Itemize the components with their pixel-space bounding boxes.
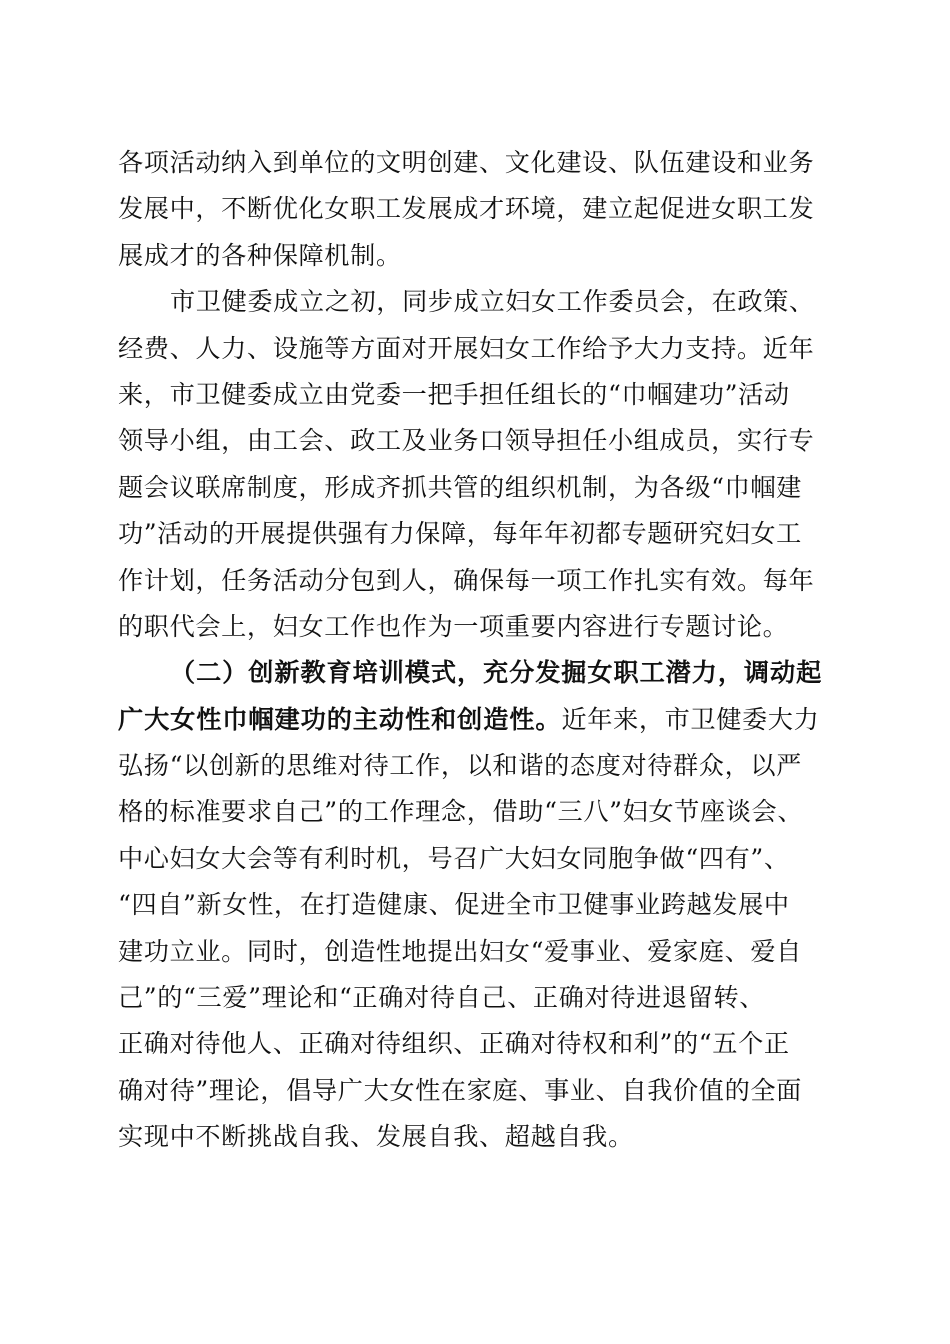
paragraph-3-line-8: 己”的“三爱”理论和“正确对待自己、正确对待进退留转、 — [118, 983, 766, 1013]
document-body — [118, 140, 834, 1161]
section-heading-line-1: （二）创新教育培训模式，充分发掘女职工潜力，调动起 — [170, 658, 823, 688]
paragraph-1-line-1: 各项活动纳入到单位的文明创建、文化建设、队伍建设和业务 — [118, 148, 815, 177]
paragraph-1-line-2: 发展中，不断优化女职工发展成才环境，建立起促进女职工发 — [118, 194, 815, 224]
paragraph-3-line-7: 建功立业。同时，创造性地提出妇女“爱事业、爱家庭、爱自 — [118, 936, 802, 966]
paragraph-3-line-6: “四自”新女性，在打造健康、促进全市卫健事业跨越发展中 — [118, 890, 790, 920]
paragraph-2-line-5: 题会议联席制度，形成齐抓共管的组织机制，为各级“巾帼建 — [118, 472, 802, 502]
paragraph-2-line-1: 市卫健委成立之初，同步成立妇女工作委员会，在政策、 — [170, 287, 815, 317]
paragraph-2-line-8: 的职代会上，妇女工作也作为一项重要内容进行专题讨论。 — [118, 611, 789, 641]
paragraph-2-line-6: 功”活动的开展提供强有力保障，每年年初都专题研究妇女工 — [118, 519, 802, 549]
paragraph-3-line-9: 正确对待他人、正确对待组织、正确对待权和利”的“五个正 — [118, 1029, 790, 1059]
paragraph-3-line-4: 格的标准要求自己”的工作理念，借助“三八”妇女节座谈会、 — [118, 797, 804, 827]
paragraph-3-line-2 — [118, 697, 834, 743]
paragraph-3-line-2-rest: 近年来，市卫健委大力 — [561, 704, 820, 734]
section-heading-line-2: 广大女性巾帼建功的主动性和创造性。 — [118, 704, 562, 734]
paragraph-3-line-11: 实现中不断挑战自我、发展自我、超越自我。 — [118, 1122, 634, 1152]
paragraph-2-line-3: 来，市卫健委成立由党委一把手担任组长的“巾帼建功”活动 — [118, 379, 790, 409]
paragraph-3-line-10: 确对待”理论，倡导广大女性在家庭、事业、自我价值的全面 — [118, 1075, 802, 1105]
paragraph-3-line-3: 弘扬“以创新的思维对待工作，以和谐的态度对待群众，以严 — [118, 751, 802, 781]
paragraph-2-line-4: 领导小组，由工会、政工及业务口领导担任小组成员，实行专 — [118, 426, 815, 456]
paragraph-1-line-3: 展成才的各种保障机制。 — [118, 240, 402, 270]
paragraph-3-line-5: 中心妇女大会等有利时机，号召广大妇女同胞争做“四有”、 — [118, 843, 790, 873]
paragraph-2-line-7: 作计划，任务活动分包到人，确保每一项工作扎实有效。每年 — [118, 565, 815, 595]
paragraph-2-line-2: 经费、人力、设施等方面对开展妇女工作给予大力支持。近年 — [118, 333, 815, 363]
